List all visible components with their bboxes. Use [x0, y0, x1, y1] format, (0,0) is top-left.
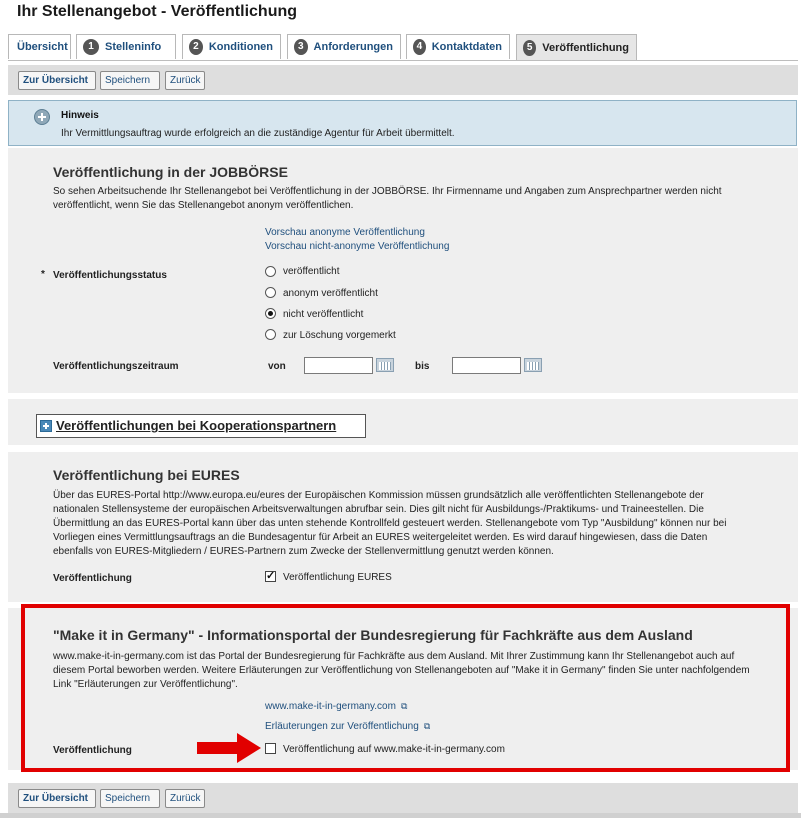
overview-button[interactable]: Zur Übersicht	[18, 71, 96, 90]
tab-label: Konditionen	[208, 41, 273, 53]
status-label: Veröffentlichungsstatus	[53, 270, 167, 281]
tab-divider	[8, 60, 798, 61]
mig-info-link-text: Erläuterungen zur Veröffentlichung	[265, 721, 419, 732]
back-button[interactable]: Zurück	[165, 789, 205, 808]
status-radio-deletion[interactable]	[265, 329, 276, 340]
tab-label: Stelleninfo	[105, 41, 162, 53]
right-arrow-icon	[197, 733, 261, 763]
mig-site-link-text: www.make-it-in-germany.com	[265, 701, 396, 712]
tab-overview[interactable]	[8, 34, 71, 59]
step-number-icon: 3	[294, 39, 308, 55]
mig-title: "Make it in Germany" - Informationsportal der Bundesregierung für Fachkräfte aus dem Ausland	[53, 627, 693, 643]
bottom-divider	[0, 813, 801, 818]
mig-field-label: Veröffentlichung	[53, 745, 132, 756]
period-to-label: bis	[415, 361, 430, 372]
top-toolbar	[8, 65, 798, 95]
preview-anonymous-link[interactable]: Vorschau anonyme Veröffentlichung	[265, 227, 425, 238]
period-to-input[interactable]	[452, 357, 521, 374]
notice-text: Ihr Vermittlungsauftrag wurde erfolgreich an die zuständige Agentur für Arbeit übermittelt.	[61, 128, 455, 139]
tab-anforderungen[interactable]	[287, 34, 401, 59]
external-link-icon: ⧉	[400, 701, 408, 711]
step-number-icon: 1	[83, 39, 99, 55]
status-option-label: nicht veröffentlicht	[283, 309, 364, 320]
eures-description: Über das EURES-Portal http://www.europa.eu/eures der Europäischen Kommission müssen grundsätzlich alle veröffentlichten Stellenangebote der nationalen Stellensysteme der europäischen Arbeitsverwaltungen abrufbar sein. Dies gilt nicht für Ausbildungs-/Praktikums- und Traineestellen. Die Übermittlung an das EURES-Portal kann über das unten stehende Kontrollfeld gesteuert werden. Stellenangebote vom Typ "Ausbildung" können nur bei Vorliegen eines Vermittlungsauftrags an die Bundesagentur für Arbeit an EURES weitergeleitet werden. Es wird darauf hingewiesen, dass die Daten ebenfalls von EURES-Mitgliedern / EURES-Partnern zum Zwecke der Stellenvermittlung genutzt werden können.	[53, 490, 727, 557]
period-label: Veröffentlichungszeitraum	[53, 361, 179, 372]
bottom-toolbar	[8, 783, 798, 813]
tab-label: Anforderungen	[313, 41, 393, 53]
status-option-label: zur Löschung vorgemerkt	[283, 330, 396, 341]
eures-checkbox[interactable]	[265, 571, 276, 582]
status-radio-not-published[interactable]	[265, 308, 276, 319]
step-number-icon: 2	[189, 39, 203, 55]
preview-nonanonymous-link[interactable]: Vorschau nicht-anonyme Veröffentlichung	[265, 241, 450, 252]
tab-kontaktdaten[interactable]	[406, 34, 510, 59]
expand-plus-icon	[40, 420, 52, 432]
jobboerse-description: So sehen Arbeitsuchende Ihr Stellenangebot bei Veröffentlichung in der JOBBÖRSE. Ihr Firmenname und Angaben zum Ansprechpartner werden nicht veröffentlicht, wenn Sie das Stellenangebot anonym veröffentlichen.	[53, 186, 722, 211]
tab-stelleninfo[interactable]	[76, 34, 176, 59]
coop-expander[interactable]	[36, 414, 366, 438]
period-from-input[interactable]	[304, 357, 373, 374]
mig-description: www.make-it-in-germany.com ist das Portal der Bundesregierung für Fachkräfte aus dem Ausland. Mit Ihrer Zustimmung kann Ihr Stellenangebot auch auf diesem Portal beworben werden. Weitere Erläuterungen zur Veröffentlichung von Stellenangeboten auf "Make it in Germany" finden Sie unter nachfolgendem Link "Erläuterungen zur Veröffentlichung".	[53, 651, 750, 690]
external-link-icon: ⧉	[423, 721, 431, 731]
success-notice	[8, 100, 797, 146]
tab-label: Veröffentlichung	[542, 42, 629, 54]
mig-checkbox-label: Veröffentlichung auf www.make-it-in-germany.com	[283, 744, 505, 755]
eures-checkbox-label: Veröffentlichung EURES	[283, 572, 392, 583]
page-title: Ihr Stellenangebot - Veröffentlichung	[17, 3, 298, 20]
tab-label: Kontaktdaten	[431, 41, 502, 53]
save-button[interactable]: Speichern	[100, 71, 160, 90]
tab-veroeffentlichung[interactable]	[516, 34, 637, 61]
info-icon	[34, 109, 50, 125]
notice-title: Hinweis	[61, 110, 99, 121]
jobboerse-title: Veröffentlichung in der JOBBÖRSE	[53, 164, 288, 180]
status-option-label: anonym veröffentlicht	[283, 288, 378, 299]
status-option-label: veröffentlicht	[283, 266, 340, 277]
tab-konditionen[interactable]	[182, 34, 281, 59]
calendar-icon[interactable]	[376, 358, 394, 372]
tab-label: Übersicht	[17, 41, 68, 53]
status-radio-published[interactable]	[265, 266, 276, 277]
coop-title: Veröffentlichungen bei Kooperationspartnern	[56, 418, 337, 433]
status-radio-anonymous[interactable]	[265, 287, 276, 298]
eures-field-label: Veröffentlichung	[53, 573, 132, 584]
highlight-frame	[21, 604, 790, 772]
required-marker: *	[41, 269, 45, 280]
back-button[interactable]: Zurück	[165, 71, 205, 90]
calendar-icon[interactable]	[524, 358, 542, 372]
overview-button[interactable]: Zur Übersicht	[18, 789, 96, 808]
step-number-icon: 5	[523, 40, 536, 56]
tab-bar	[8, 34, 798, 61]
period-from-label: von	[268, 361, 286, 372]
eures-title: Veröffentlichung bei EURES	[53, 467, 240, 483]
step-number-icon: 4	[413, 39, 426, 55]
save-button[interactable]: Speichern	[100, 789, 160, 808]
